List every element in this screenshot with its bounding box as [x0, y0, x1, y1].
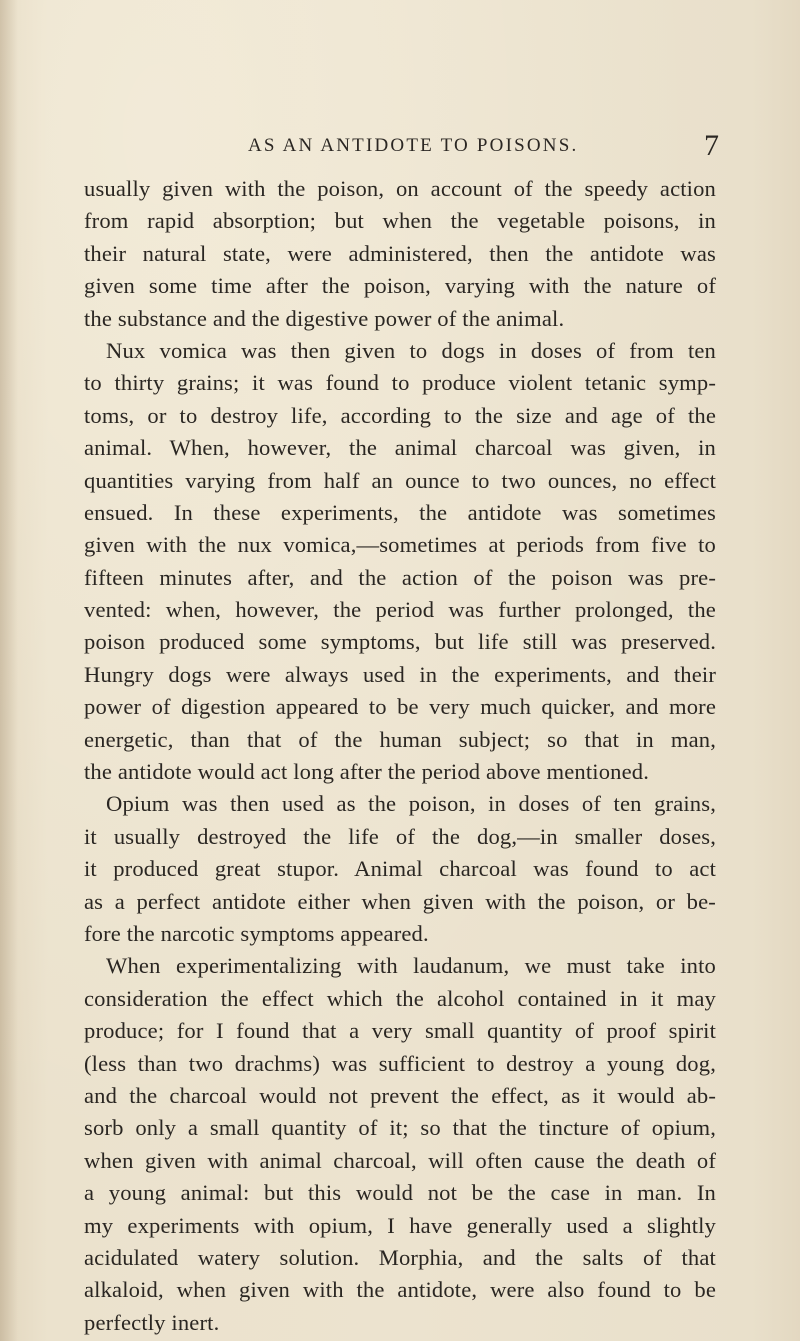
text-line: produce; for I found that a very small quantity of proof spirit — [84, 1018, 716, 1044]
page-number: 7 — [704, 129, 719, 162]
text-line: it usually destroyed the life of the dog,—in smaller doses, — [84, 823, 716, 849]
page-edge-shadow — [0, 0, 18, 1341]
text-line: it produced great stupor. Animal charcoal was found to act — [84, 856, 716, 882]
text-line: my experiments with opium, I have generally used a slightly — [84, 1212, 716, 1238]
text-line: when given with animal charcoal, will often cause the death of — [84, 1147, 716, 1173]
text-line: given with the nux vomica,—sometimes at periods from five to — [84, 532, 716, 558]
text-line: their natural state, were administered, then the antidote was — [84, 240, 716, 266]
text-line: the substance and the digestive power of the animal. — [84, 305, 565, 331]
text-line: as a perfect antidote either when given with the poison, or be- — [84, 888, 716, 914]
text-line: fifteen minutes after, and the action of the poison was pre- — [84, 564, 716, 590]
running-head — [0, 131, 800, 161]
text-line: quantities varying from half an ounce to two ounces, no effect — [84, 467, 716, 493]
text-line: usually given with the poison, on account of the speedy action — [84, 176, 716, 201]
body-text — [84, 173, 716, 1339]
running-title: AS AN ANTIDOTE TO POISONS. — [248, 135, 579, 156]
text-line: ensued. In these experiments, the antidote was sometimes — [84, 499, 716, 525]
text-line: alkaloid, when given with the antidote, were also found to be — [84, 1277, 716, 1303]
text-line: perfectly inert. — [84, 1309, 220, 1335]
text-line: acidulated watery solution. Morphia, and the salts of that — [84, 1244, 716, 1270]
text-line: sorb only a small quantity of it; so that the tincture of opium, — [84, 1115, 716, 1141]
text-line: Nux vomica was then given to dogs in doses of from ten — [106, 337, 716, 363]
text-line: animal. When, however, the animal charcoal was given, in — [84, 435, 716, 461]
text-line: Opium was then used as the poison, in doses of ten grains, — [106, 791, 716, 817]
text-line: vented: when, however, the period was further prolonged, the — [84, 597, 716, 623]
text-line: Hungry dogs were always used in the experiments, and their — [84, 661, 716, 687]
text-line: power of digestion appeared to be very much quicker, and more — [84, 694, 716, 720]
text-line: and the charcoal would not prevent the effect, as it would ab- — [84, 1082, 716, 1108]
text-line: a young animal: but this would not be the case in man. In — [84, 1180, 716, 1206]
text-line: given some time after the poison, varying with the nature of — [84, 273, 716, 299]
text-line: consideration the effect which the alcohol contained in it may — [84, 985, 716, 1011]
text-line: from rapid absorption; but when the vegetable poisons, in — [84, 208, 716, 234]
text-line: the antidote would act long after the period above mentioned. — [84, 759, 650, 785]
text-line: When experimentalizing with laudanum, we must take into — [106, 953, 716, 979]
text-line: energetic, than that of the human subject; so that in man, — [84, 726, 716, 752]
text-line: fore the narcotic symptoms appeared. — [84, 920, 429, 946]
text-line: to thirty grains; it was found to produce violent tetanic symp- — [84, 370, 716, 396]
text-line: (less than two drachms) was sufficient to destroy a young dog, — [84, 1050, 716, 1076]
text-line: toms, or to destroy life, according to the size and age of the — [84, 402, 716, 428]
text-line: poison produced some symptoms, but life still was preserved. — [84, 629, 716, 655]
